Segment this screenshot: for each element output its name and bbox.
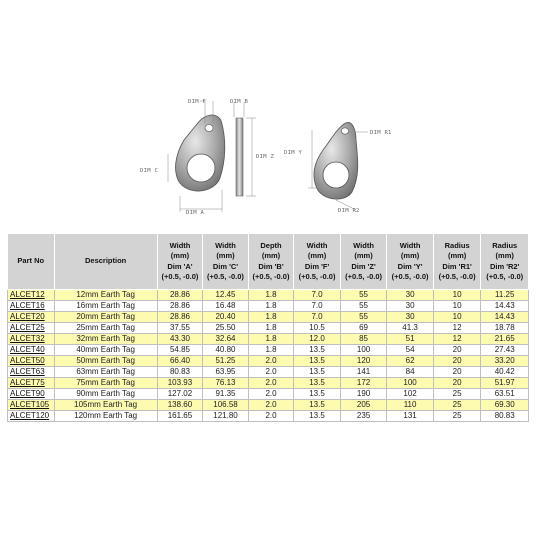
header-line: Depth	[260, 240, 282, 250]
value-cell: 190	[340, 389, 387, 400]
part-no-cell[interactable]	[8, 367, 55, 378]
value-cell: 66.40	[157, 356, 203, 367]
dim-c-label: DIM C	[140, 168, 159, 174]
value-cell: 161.65	[157, 411, 203, 422]
description-cell: 32mm Earth Tag	[54, 334, 157, 345]
earth-tag-diagram	[0, 0, 538, 232]
header-line: (mm)	[307, 251, 327, 260]
value-cell: 110	[387, 400, 434, 411]
value-cell: 10	[433, 290, 481, 301]
header-line: Dim 'F'	[304, 261, 330, 271]
value-cell: 25	[433, 400, 481, 411]
part-no-link[interactable]: ALCET20	[10, 312, 45, 321]
value-cell: 1.8	[248, 323, 294, 334]
description-cell: 16mm Earth Tag	[54, 301, 157, 312]
header-line: (+0.5, -0.0)	[345, 272, 383, 281]
value-cell: 1.8	[248, 345, 294, 356]
header-line: Dim 'R2'	[489, 261, 520, 271]
part-no-cell[interactable]	[8, 323, 55, 334]
description-cell: 50mm Earth Tag	[54, 356, 157, 367]
value-cell: 28.86	[157, 312, 203, 323]
header-line: Width	[353, 240, 374, 250]
value-cell: 13.5	[294, 345, 341, 356]
value-cell: 2.0	[248, 356, 294, 367]
description-cell: 120mm Earth Tag	[54, 411, 157, 422]
header-part-no	[8, 234, 55, 290]
tag-side-view	[236, 118, 243, 196]
table-row	[8, 389, 529, 400]
value-cell: 30	[387, 301, 434, 312]
part-no-cell[interactable]	[8, 400, 55, 411]
value-cell: 80.83	[481, 411, 529, 422]
header-line: (+0.5, -0.0)	[298, 272, 336, 281]
table-row	[8, 400, 529, 411]
value-cell: 172	[340, 378, 387, 389]
table-row	[8, 334, 529, 345]
header-dim-a	[157, 234, 203, 290]
value-cell: 138.60	[157, 400, 203, 411]
value-cell: 20	[433, 345, 481, 356]
value-cell: 1.8	[248, 301, 294, 312]
part-no-cell[interactable]	[8, 334, 55, 345]
header-line: Width	[169, 240, 191, 250]
part-no-cell[interactable]	[8, 411, 55, 422]
header-dim-y	[387, 234, 434, 290]
value-cell: 28.86	[157, 301, 203, 312]
table-row	[8, 290, 529, 301]
value-cell: 25.50	[203, 323, 249, 334]
value-cell: 91.35	[203, 389, 249, 400]
dim-z-label: DIM Z	[256, 154, 275, 160]
table-row	[8, 323, 529, 334]
header-line: Dim 'Y'	[397, 261, 423, 271]
value-cell: 141	[340, 367, 387, 378]
value-cell: 1.8	[248, 290, 294, 301]
dim-a-label: DIM A	[186, 210, 205, 216]
value-cell: 14.43	[481, 312, 529, 323]
value-cell: 84	[387, 367, 434, 378]
value-cell: 51	[387, 334, 434, 345]
value-cell: 131	[387, 411, 434, 422]
header-line: (+0.5, -0.0)	[486, 272, 524, 281]
value-cell: 7.0	[294, 290, 341, 301]
part-no-cell[interactable]	[8, 356, 55, 367]
header-line: Dim 'Z'	[351, 261, 376, 271]
header-line: (+0.5, -0.0)	[252, 272, 290, 281]
value-cell: 37.55	[157, 323, 203, 334]
value-cell: 41.3	[387, 323, 434, 334]
dim-y-label: DIM Y	[284, 150, 303, 156]
value-cell: 100	[340, 345, 387, 356]
value-cell: 51.97	[481, 378, 529, 389]
value-cell: 21.65	[481, 334, 529, 345]
header-line: (+0.5, -0.0)	[438, 272, 476, 281]
header-line: (mm)	[354, 251, 373, 260]
value-cell: 13.5	[294, 400, 341, 411]
value-cell: 32.64	[203, 334, 249, 345]
header-line: (mm)	[216, 251, 235, 260]
description-cell: 20mm Earth Tag	[54, 312, 157, 323]
table-row	[8, 378, 529, 389]
value-cell: 2.0	[248, 389, 294, 400]
header-line: (+0.5, -0.0)	[207, 272, 244, 281]
header-line: Width	[399, 240, 421, 250]
header-line: Radius	[492, 240, 518, 250]
header-line: (mm)	[261, 251, 281, 260]
value-cell: 127.02	[157, 389, 203, 400]
table-row	[8, 345, 529, 356]
tag-front-view	[176, 115, 225, 191]
header-line: Dim 'R1'	[442, 261, 472, 271]
value-cell: 76.13	[203, 378, 249, 389]
value-cell: 12	[433, 323, 481, 334]
part-no-cell[interactable]	[8, 389, 55, 400]
value-cell: 1.8	[248, 334, 294, 345]
header-dim-r2	[481, 234, 529, 290]
header-line: Description	[84, 256, 127, 266]
value-cell: 2.0	[248, 400, 294, 411]
value-cell: 10	[433, 312, 481, 323]
table-row	[8, 301, 529, 312]
value-cell: 12.0	[294, 334, 341, 345]
header-line: (+0.5, -0.0)	[161, 272, 199, 281]
value-cell: 20	[433, 367, 481, 378]
part-no-cell[interactable]	[8, 290, 55, 301]
value-cell: 16.48	[203, 301, 249, 312]
value-cell: 235	[340, 411, 387, 422]
value-cell: 25	[433, 389, 481, 400]
header-description	[54, 234, 157, 290]
dim-r2-label: DIM R2	[338, 208, 360, 214]
value-cell: 20.40	[203, 312, 249, 323]
value-cell: 10	[433, 301, 481, 312]
value-cell: 10.5	[294, 323, 341, 334]
value-cell: 51.25	[203, 356, 249, 367]
value-cell: 55	[340, 290, 387, 301]
earth-tag-spec-table	[7, 233, 529, 422]
part-no-cell[interactable]	[8, 312, 55, 323]
value-cell: 103.93	[157, 378, 203, 389]
header-dim-f	[294, 234, 341, 290]
value-cell: 80.83	[157, 367, 203, 378]
part-no-link[interactable]: ALCET90	[10, 389, 45, 398]
value-cell: 63.51	[481, 389, 529, 400]
table-row	[8, 312, 529, 323]
value-cell: 2.0	[248, 367, 294, 378]
description-cell: 12mm Earth Tag	[54, 290, 157, 301]
header-dim-b	[248, 234, 294, 290]
part-no-link[interactable]: ALCET120	[10, 411, 50, 420]
value-cell: 63.95	[203, 367, 249, 378]
value-cell: 25	[433, 411, 481, 422]
header-line: Dim 'B'	[258, 261, 284, 271]
value-cell: 13.5	[294, 378, 341, 389]
dim-f-label: DIM F	[188, 99, 207, 105]
value-cell: 7.0	[294, 301, 341, 312]
value-cell: 28.86	[157, 290, 203, 301]
tag-rotated-view	[314, 122, 358, 199]
part-no-link[interactable]: ALCET40	[10, 345, 45, 354]
part-no-link[interactable]: ALCET50	[10, 356, 45, 365]
value-cell: 69.30	[481, 400, 529, 411]
table-body	[8, 290, 529, 422]
value-cell: 120	[340, 356, 387, 367]
value-cell: 62	[387, 356, 434, 367]
value-cell: 13.5	[294, 411, 341, 422]
value-cell: 100	[387, 378, 434, 389]
header-line: Dim 'A'	[167, 261, 193, 271]
value-cell: 54	[387, 345, 434, 356]
value-cell: 20	[433, 356, 481, 367]
header-line: (mm)	[170, 251, 190, 260]
part-no-cell[interactable]	[8, 378, 55, 389]
part-no-link[interactable]: ALCET63	[10, 367, 45, 376]
header-line: Part No	[17, 256, 45, 266]
value-cell: 40.42	[481, 367, 529, 378]
table-header-row	[8, 234, 529, 290]
table-row	[8, 411, 529, 422]
value-cell: 40.80	[203, 345, 249, 356]
value-cell: 13.5	[294, 389, 341, 400]
dim-b-label: DIM B	[230, 99, 249, 105]
value-cell: 102	[387, 389, 434, 400]
value-cell: 7.0	[294, 312, 341, 323]
value-cell: 85	[340, 334, 387, 345]
part-no-link[interactable]: ALCET12	[10, 290, 45, 299]
value-cell: 54.85	[157, 345, 203, 356]
dim-r1-label: DIM R1	[370, 130, 392, 136]
value-cell: 13.5	[294, 367, 341, 378]
value-cell: 2.0	[248, 378, 294, 389]
header-line: (+0.5, -0.0)	[391, 272, 429, 281]
value-cell: 13.5	[294, 356, 341, 367]
part-no-link[interactable]: ALCET75	[10, 378, 45, 387]
table-row	[8, 367, 529, 378]
value-cell: 69	[340, 323, 387, 334]
value-cell: 55	[340, 312, 387, 323]
value-cell: 12.45	[203, 290, 249, 301]
header-dim-r1	[433, 234, 481, 290]
description-cell: 105mm Earth Tag	[54, 400, 157, 411]
value-cell: 27.43	[481, 345, 529, 356]
value-cell: 18.78	[481, 323, 529, 334]
header-line: Width	[215, 240, 236, 250]
part-no-link[interactable]: ALCET105	[10, 400, 50, 409]
value-cell: 1.8	[248, 312, 294, 323]
header-line: (mm)	[495, 251, 514, 260]
value-cell: 121.80	[203, 411, 249, 422]
value-cell: 106.58	[203, 400, 249, 411]
header-line: (mm)	[447, 251, 467, 260]
value-cell: 12	[433, 334, 481, 345]
header-line: (mm)	[400, 251, 420, 260]
value-cell: 43.30	[157, 334, 203, 345]
value-cell: 20	[433, 378, 481, 389]
part-no-link[interactable]: ALCET25	[10, 323, 45, 332]
value-cell: 33.20	[481, 356, 529, 367]
part-no-link[interactable]: ALCET32	[10, 334, 45, 343]
description-cell: 75mm Earth Tag	[54, 378, 157, 389]
value-cell: 55	[340, 301, 387, 312]
value-cell: 14.43	[481, 301, 529, 312]
table-row	[8, 356, 529, 367]
header-line: Width	[306, 240, 328, 250]
part-no-cell[interactable]	[8, 301, 55, 312]
header-line: Radius	[444, 240, 470, 250]
value-cell: 11.25	[481, 290, 529, 301]
part-no-cell[interactable]	[8, 345, 55, 356]
description-cell: 40mm Earth Tag	[54, 345, 157, 356]
value-cell: 205	[340, 400, 387, 411]
value-cell: 30	[387, 290, 434, 301]
header-dim-z	[340, 234, 387, 290]
header-line: Dim 'C'	[212, 261, 239, 271]
value-cell: 30	[387, 312, 434, 323]
part-no-link[interactable]: ALCET16	[10, 301, 45, 310]
header-dim-c	[203, 234, 249, 290]
description-cell: 25mm Earth Tag	[54, 323, 157, 334]
description-cell: 90mm Earth Tag	[54, 389, 157, 400]
description-cell: 63mm Earth Tag	[54, 367, 157, 378]
value-cell: 2.0	[248, 411, 294, 422]
